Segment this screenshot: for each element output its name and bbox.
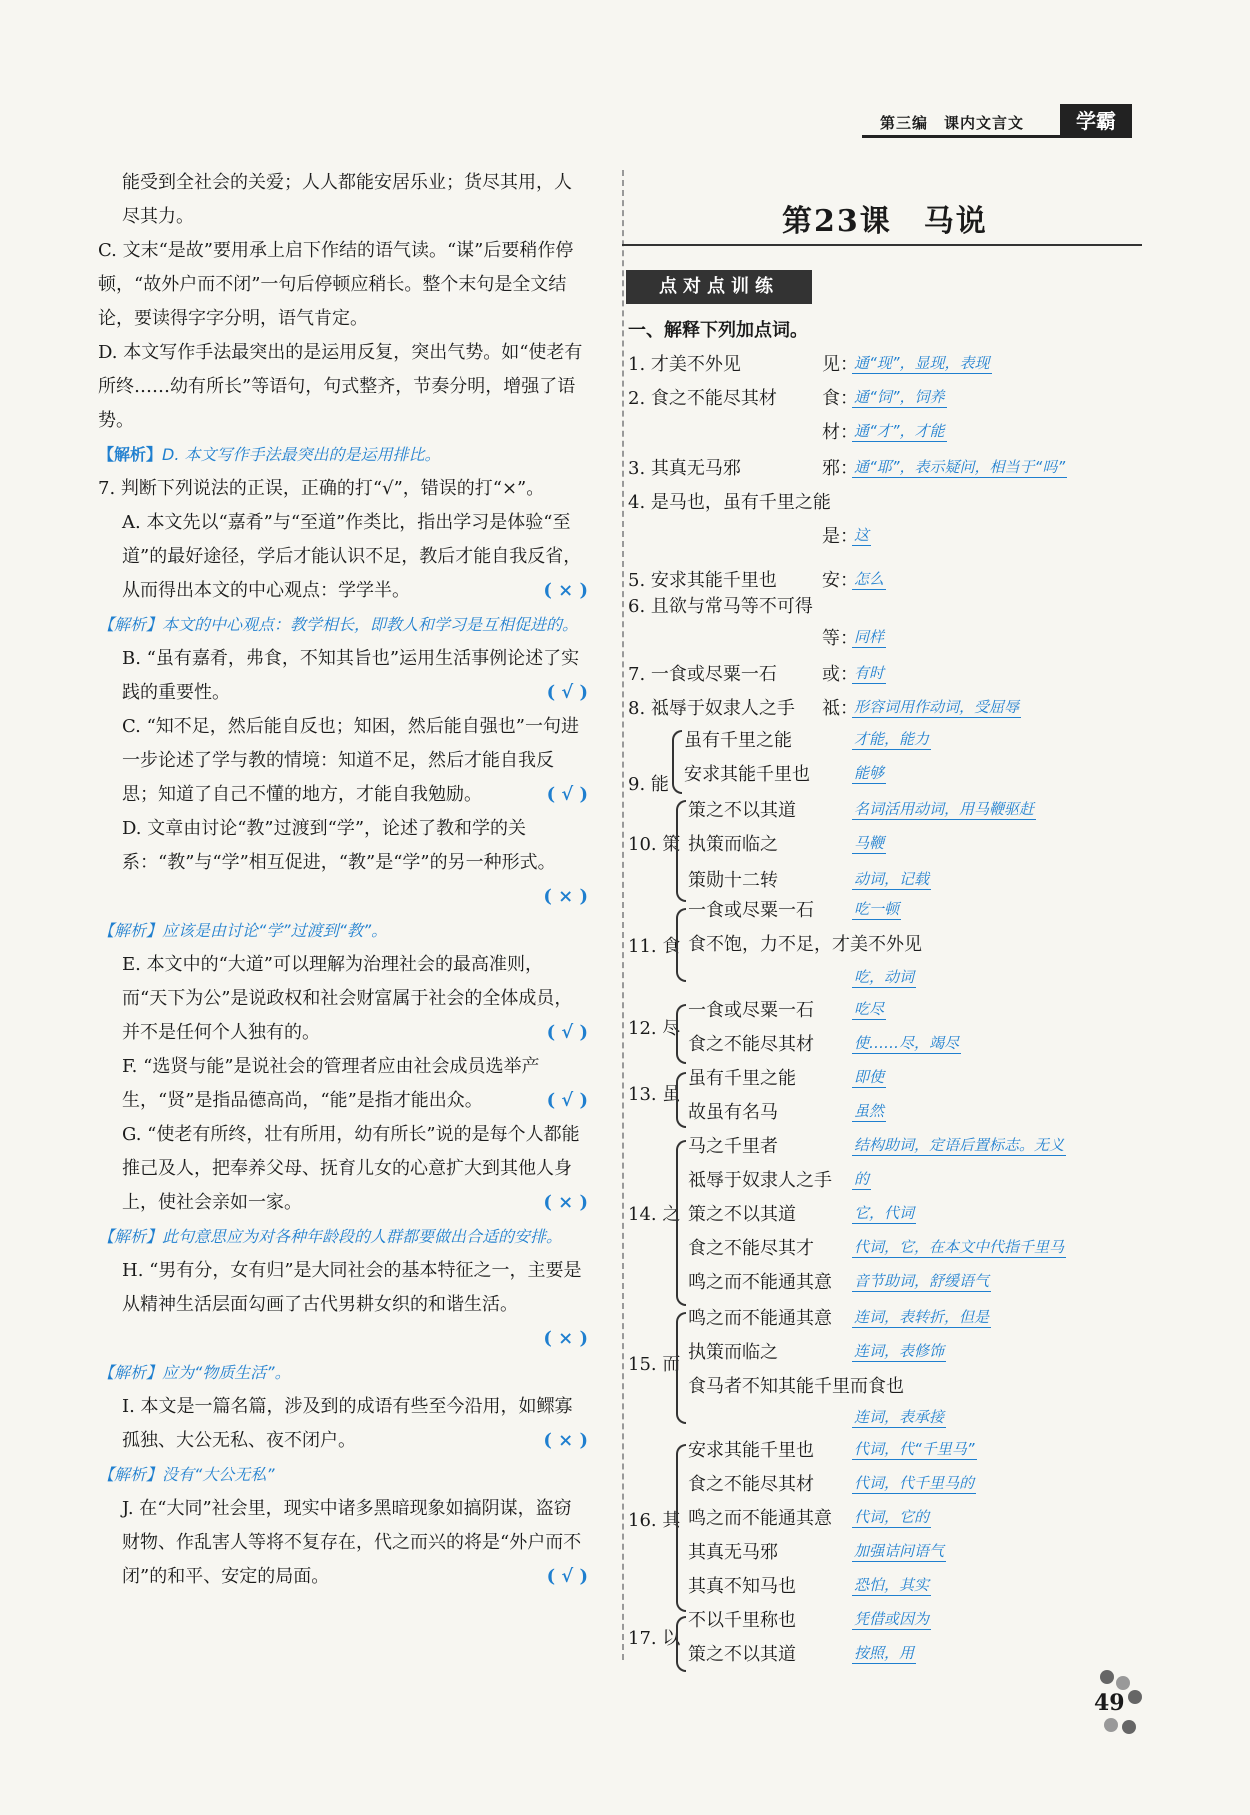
title-rule — [622, 244, 1142, 246]
explanation-text: D. 本文写作手法最突出的是运用排比。 — [162, 445, 441, 464]
left-item-d: D. 本文写作手法最突出的是运用反复，突出气势。如“使老有所终……幼有所长”等语句，句式整齐，节奏分明，增强了语势。 — [98, 342, 583, 431]
r15-brace — [676, 1312, 686, 1424]
r11-a1: 一食或尽粟一石 — [688, 900, 814, 921]
r2-answer2: 通“才”，才能 — [854, 422, 945, 440]
r16-b4: 加强诘问语气 — [854, 1542, 945, 1560]
r17-brace — [676, 1616, 686, 1672]
section-heading: 一、解释下列加点词。 — [628, 320, 808, 341]
r6-answer: 同样 — [854, 628, 885, 646]
left-column — [98, 166, 588, 1594]
r15-b2: 连词，表修饰 — [854, 1342, 945, 1360]
q7-d-mark: ( × ) — [543, 886, 588, 907]
r14-a1: 马之千里者 — [688, 1136, 778, 1157]
r14-b1: 结构助词，定语后置标志。无义 — [854, 1136, 1065, 1154]
r10-a2: 执策而临之 — [688, 834, 778, 855]
r5-key: 安： — [822, 570, 858, 591]
r2-key: 食： — [822, 388, 858, 409]
r3-answer: 通“耶”，表示疑问，相当于“吗” — [854, 458, 1066, 476]
r3-key: 邪： — [822, 458, 858, 479]
r15-a1: 鸣之而不能通其意 — [688, 1308, 832, 1329]
r4-question: 4. 是马也，虽有千里之能 — [628, 492, 831, 513]
r10-b2: 马鞭 — [854, 834, 885, 852]
r12-a2: 食之不能尽其材 — [688, 1034, 814, 1055]
q7-i: I. 本文是一篇名篇，涉及到的成语有些至今沿用，如鳏寡孤独、大公无私、夜不闭户。 ( × ) — [98, 1390, 588, 1458]
q7-f-mark: ( √ ) — [546, 1090, 588, 1111]
question-7: 7. 判断下列说法的正误，正确的打“√”，错误的打“×”。 — [98, 478, 545, 499]
r16-b5: 恐怕，其实 — [854, 1576, 930, 1594]
r4-answer: 这 — [854, 526, 870, 544]
r2-answer: 通“饲”，饲养 — [854, 388, 945, 406]
r1-answer: 通“现”，显现，表现 — [854, 354, 990, 372]
r9-b2: 能够 — [854, 764, 885, 782]
q7-d-mark-row — [98, 880, 588, 914]
r14-a5: 鸣之而不能通其意 — [688, 1272, 832, 1293]
r10-b3: 动词，记载 — [854, 870, 930, 888]
q7-b-mark: ( √ ) — [546, 682, 588, 703]
q7-c: C. “知不足，然后能自反也；知困，然后能自强也”一句进一步论述了学与教的情境：知道不足，然后才能自我反思；知道了自己不懂的地方，才能自我勉励。 ( √ ) — [98, 710, 588, 812]
q7-a-explanation: 【解析】本文的中心观点：教学相长，即教人和学习是互相促进的。 — [98, 615, 579, 634]
left-item-c: C. 文末“是故”要用承上启下作结的语气读。“谋”后要稍作停顿，“故外户而不闭”一句后停顿应稍长。整个末句是全文结论，要读得字字分明，语气肯定。 — [98, 240, 574, 329]
r17-b1: 凭借或因为 — [854, 1610, 930, 1628]
r11-b1: 吃一顿 — [854, 900, 900, 918]
r17-b2: 按照，用 — [854, 1644, 915, 1662]
r14-a3: 策之不以其道 — [688, 1204, 796, 1225]
r10-label: 10. 策 — [628, 834, 681, 855]
header-rule — [862, 135, 1062, 138]
q7-g-mark: ( × ) — [543, 1192, 588, 1213]
r9-a2: 安求其能千里也 — [684, 764, 810, 785]
r15-b1: 连词，表转折，但是 — [854, 1308, 990, 1326]
r13-label: 13. 虽 — [628, 1084, 681, 1105]
hex-decoration — [1100, 1670, 1114, 1684]
r10-a1: 策之不以其道 — [688, 800, 796, 821]
explanation — [98, 438, 588, 472]
q7-g: G. “使老有所终，壮有所用，幼有所长”说的是每个人都能推己及人，把奉养父母、抚育儿女的心意扩大到其他人身上，使社会亲如一家。 ( × ) — [98, 1118, 588, 1220]
r12-brace — [676, 1004, 686, 1064]
r16-a1: 安求其能千里也 — [688, 1440, 814, 1461]
r13-a1: 虽有千里之能 — [688, 1068, 796, 1089]
r5-answer: 怎么 — [854, 570, 885, 588]
r17-a2: 策之不以其道 — [688, 1644, 796, 1665]
r13-b1: 即使 — [854, 1068, 885, 1086]
r16-a4: 其真无马邪 — [688, 1542, 778, 1563]
q7-a: A. 本文先以“嘉肴”与“至道”作类比，指出学习是体验“至道”的最好途径，学后才能认识不足，教后才能自我反省，从而得出本文的中心观点：学学半。 ( × ) — [98, 506, 588, 608]
q7-g-explanation: 【解析】此句意思应为对各种年龄段的人群都要做出合适的安排。 — [98, 1227, 563, 1246]
column-divider — [622, 170, 624, 1660]
r14-b2: 的 — [854, 1170, 870, 1188]
r15-a3: 食马者不知其能千里而食也 — [688, 1376, 904, 1397]
r3-question: 3. 其真无马邪 — [628, 458, 741, 479]
r7-question: 7. 一食或尽粟一石 — [628, 664, 777, 685]
r16-a5: 其真不知马也 — [688, 1576, 796, 1597]
r9-label: 9. 能 — [628, 774, 669, 795]
r16-b2: 代词，代千里马的 — [854, 1474, 975, 1492]
r15-b3: 连词，表承接 — [854, 1408, 945, 1426]
r8-key: 祗： — [822, 698, 858, 719]
r12-b1: 吃尽 — [854, 1000, 885, 1018]
r9-brace — [672, 730, 682, 794]
explanation-label: 【解析】 — [98, 445, 163, 464]
r13-a2: 故虽有名马 — [688, 1102, 778, 1123]
r14-b3: 它，代词 — [854, 1204, 915, 1222]
lesson-title: 第23课 马说 — [782, 204, 988, 239]
q7-a-mark: ( × ) — [543, 580, 588, 601]
r6-question: 6. 且欲与常马等不可得 — [628, 596, 813, 617]
hex-decoration — [1104, 1718, 1118, 1732]
q7-i-mark: ( × ) — [543, 1430, 588, 1451]
r14-b4: 代词，它，在本文中代指千里马 — [854, 1238, 1065, 1256]
q7-h-mark-row — [98, 1322, 588, 1356]
section-tag: 点对点训练 — [626, 270, 812, 304]
hex-decoration — [1116, 1676, 1130, 1690]
r15-a2: 执策而临之 — [688, 1342, 778, 1363]
r13-brace — [676, 1072, 686, 1128]
r7-key: 或： — [822, 664, 858, 685]
r10-b1: 名词活用动词，用马鞭驱赶 — [854, 800, 1035, 818]
r4-key: 是： — [822, 526, 858, 547]
r6-key: 等： — [822, 628, 858, 649]
r12-a1: 一食或尽粟一石 — [688, 1000, 814, 1021]
running-header — [862, 104, 1132, 138]
left-para-1: 能受到全社会的关爱；人人都能安居乐业；货尽其用，人尽其力。 — [122, 172, 572, 227]
hex-decoration — [1122, 1720, 1136, 1734]
r14-brace — [676, 1140, 686, 1306]
r12-label: 12. 尽 — [628, 1018, 681, 1039]
header-section: 第三编 课内文言文 — [880, 114, 1025, 132]
r14-label: 14. 之 — [628, 1204, 681, 1225]
hex-decoration — [1128, 1690, 1142, 1704]
page-number: 49 — [1094, 1690, 1125, 1716]
q7-e-mark: ( √ ) — [546, 1022, 588, 1043]
r11-brace — [676, 908, 686, 982]
q7-c-mark: ( √ ) — [546, 784, 588, 805]
r17-a1: 不以千里称也 — [688, 1610, 796, 1631]
r16-b3: 代词，它的 — [854, 1508, 930, 1526]
r16-brace — [676, 1444, 686, 1612]
q7-d-explanation: 【解析】应该是由讨论“学”过渡到“教”。 — [98, 921, 388, 940]
r17-label: 17. 以 — [628, 1628, 681, 1649]
r11-a2: 食不饱，力不足，才美不外见 — [688, 934, 922, 955]
r11-b2: 吃，动词 — [854, 968, 915, 986]
q7-f: F. “选贤与能”是说社会的管理者应由社会成员选举产生，“贤”是指品德高尚，“能”是指才能出众。 ( √ ) — [98, 1050, 588, 1118]
q7-d: D. 文章由讨论“教”过渡到“学”，论述了教和学的关系：“教”与“学”相互促进，“教”是“学”的另一种形式。 — [122, 818, 556, 873]
r14-a2: 祗辱于奴隶人之手 — [688, 1170, 832, 1191]
q7-h: H. “男有分，女有归”是大同社会的基本特征之一，主要是从精神生活层面勾画了古代男耕女织的和谐生活。 — [122, 1260, 582, 1315]
r9-a1: 虽有千里之能 — [684, 730, 792, 751]
header-badge: 学霸 — [1060, 104, 1132, 138]
r9-b1: 才能，能力 — [854, 730, 930, 748]
q7-i-explanation: 【解析】没有“大公无私” — [98, 1465, 275, 1484]
q7-j: J. 在“大同”社会里，现实中诸多黑暗现象如搞阴谋，盗窃财物、作乱害人等将不复存在，代之而兴的将是“外户而不闭”的和平、安定的局面。 ( √ ) — [98, 1492, 588, 1594]
q7-h-mark: ( × ) — [543, 1328, 588, 1349]
q7-e: E. 本文中的“大道”可以理解为治理社会的最高准则，而“天下为公”是说政权和社会财富属于社会的全体成员，并不是任何个人独有的。 ( √ ) — [98, 948, 588, 1050]
r5-question: 5. 安求其能千里也 — [628, 570, 777, 591]
r12-b2: 使……尽，竭尽 — [854, 1034, 960, 1052]
r16-a3: 鸣之而不能通其意 — [688, 1508, 832, 1529]
r2-key2: 材： — [822, 422, 858, 443]
r15-label: 15. 而 — [628, 1354, 681, 1375]
r16-label: 16. 其 — [628, 1510, 681, 1531]
r16-b1: 代词，代“千里马” — [854, 1440, 975, 1458]
q7-j-mark: ( √ ) — [546, 1566, 588, 1587]
r16-a2: 食之不能尽其材 — [688, 1474, 814, 1495]
q7-b: B. “虽有嘉肴，弗食，不知其旨也”运用生活事例论述了实践的重要性。 ( √ ) — [98, 642, 588, 710]
q7-h-explanation: 【解析】应为“物质生活”。 — [98, 1363, 291, 1382]
r7-answer: 有时 — [854, 664, 885, 682]
r13-b2: 虽然 — [854, 1102, 885, 1120]
r14-b5: 音节助词，舒缓语气 — [854, 1272, 990, 1290]
r11-label: 11. 食 — [628, 936, 681, 957]
r8-answer: 形容词用作动词，受屈辱 — [854, 698, 1020, 716]
r10-brace — [676, 800, 686, 902]
r14-a4: 食之不能尽其才 — [688, 1238, 814, 1259]
r2-question: 2. 食之不能尽其材 — [628, 388, 777, 409]
r10-a3: 策勋十二转 — [688, 870, 778, 891]
r1-key: 见： — [822, 354, 858, 375]
r8-question: 8. 祗辱于奴隶人之手 — [628, 698, 795, 719]
r1-question: 1. 才美不外见 — [628, 354, 741, 375]
